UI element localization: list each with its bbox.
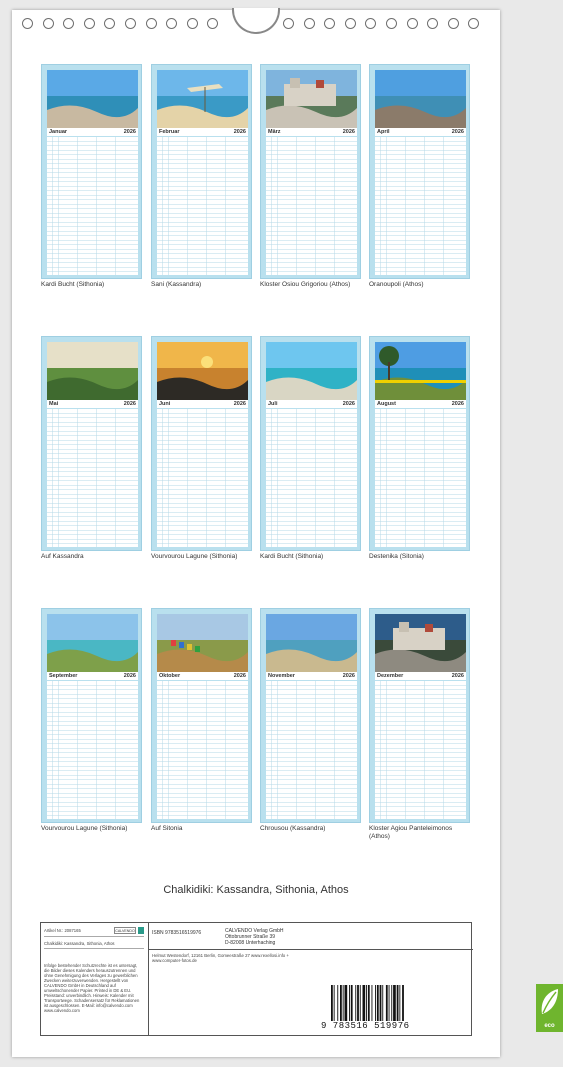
publisher-badge-icon	[138, 927, 144, 934]
month-header	[266, 672, 357, 680]
month-name: Oktober	[159, 673, 181, 679]
barcode-bar	[366, 985, 367, 1021]
month-year: 2026	[451, 129, 464, 135]
landscape-photo-icon	[157, 342, 248, 400]
month-panel	[151, 64, 252, 279]
binding-ring-icon	[345, 18, 356, 29]
binding-ring-icon	[22, 18, 33, 29]
month-year: 2026	[123, 401, 136, 407]
month-year: 2026	[342, 401, 355, 407]
month-photo	[47, 70, 138, 128]
month-header	[47, 400, 138, 408]
author-info: Helmut Westendorf, 12161 Berlin, Gomeestraße 27 www.rexellosi.info + www.computer-fotos.de	[152, 953, 289, 964]
month-panel	[260, 608, 361, 823]
leaf-icon	[536, 984, 563, 1020]
landscape-photo-icon	[375, 614, 466, 672]
barcode-bar	[337, 985, 338, 1021]
landscape-photo-icon	[375, 70, 466, 128]
landscape-photo-icon	[157, 614, 248, 672]
month-year: 2026	[342, 673, 355, 679]
photo-caption: Vourvourou Lagune (Sithonia)	[151, 553, 238, 560]
month-photo	[47, 342, 138, 400]
day-grid	[266, 681, 357, 819]
calendar-title: Chalkidiki: Kassandra, Sithonia, Athos	[163, 884, 349, 896]
photo-caption: Sani (Kassandra)	[151, 281, 202, 288]
photo-caption: Auf Kassandra	[41, 553, 84, 560]
month-year: 2026	[233, 401, 246, 407]
day-grid	[47, 681, 138, 819]
month-header	[157, 672, 248, 680]
month-photo	[47, 614, 138, 672]
barcode-bar	[389, 985, 390, 1021]
binding-ring-icon	[448, 18, 459, 29]
month-photo	[157, 614, 248, 672]
day-grid	[266, 409, 357, 547]
month-header	[266, 128, 357, 136]
barcode-bar	[349, 985, 350, 1021]
photo-caption: Kloster Agiou Panteleimonos (Athos)	[369, 825, 453, 840]
barcode-bar	[345, 985, 348, 1021]
month-photo	[266, 70, 357, 128]
barcode	[321, 985, 425, 1031]
month-panel	[369, 336, 470, 551]
landscape-photo-icon	[157, 70, 248, 128]
month-name: November	[268, 673, 295, 679]
binding-ring-icon	[146, 18, 157, 29]
binding-ring-icon	[407, 18, 418, 29]
barcode-bar	[391, 985, 392, 1021]
day-grid	[266, 137, 357, 275]
month-year: 2026	[123, 673, 136, 679]
binding-ring-icon	[386, 18, 397, 29]
eco-label: eco	[544, 1023, 555, 1029]
month-photo	[157, 70, 248, 128]
day-grid	[157, 137, 248, 275]
month-name: September	[49, 673, 78, 679]
binding-ring-icon	[125, 18, 136, 29]
month-name: Januar	[49, 129, 68, 135]
binding-ring-icon	[187, 18, 198, 29]
month-name: Juli	[268, 401, 278, 407]
landscape-photo-icon	[47, 614, 138, 672]
barcode-bar	[382, 985, 383, 1021]
binding-ring-icon	[304, 18, 315, 29]
footer-divider	[149, 949, 473, 950]
day-grid	[375, 137, 466, 275]
barcode-bar	[363, 985, 366, 1021]
barcode-bar	[402, 985, 404, 1021]
day-grid	[375, 409, 466, 547]
landscape-photo-icon	[47, 70, 138, 128]
month-panel	[41, 336, 142, 551]
month-photo	[157, 342, 248, 400]
barcode-bar	[334, 985, 335, 1021]
month-year: 2026	[233, 129, 246, 135]
month-photo	[375, 614, 466, 672]
article-row	[44, 927, 144, 937]
month-header	[157, 400, 248, 408]
month-year: 2026	[451, 673, 464, 679]
barcode-bar	[360, 985, 361, 1021]
month-year: 2026	[233, 673, 246, 679]
month-name: April	[377, 129, 390, 135]
day-grid	[47, 409, 138, 547]
barcode-number: 9 783516 519976	[321, 1021, 410, 1031]
month-name: Dezember	[377, 673, 404, 679]
month-panel	[260, 336, 361, 551]
article-number: Artikel Nr.: 2087165	[44, 928, 81, 933]
month-panel	[151, 608, 252, 823]
month-name: August	[377, 401, 396, 407]
binding-ring-icon	[43, 18, 54, 29]
photo-caption: Kardi Bucht (Sithonia)	[260, 553, 324, 560]
month-name: März	[268, 129, 281, 135]
photo-caption: Oranoupoli (Athos)	[369, 281, 424, 288]
photo-caption: Auf Sitonia	[151, 825, 183, 832]
isbn: ISBN 9783516519976	[152, 930, 202, 936]
landscape-photo-icon	[266, 614, 357, 672]
month-header	[375, 128, 466, 136]
month-header	[47, 128, 138, 136]
month-panel	[41, 64, 142, 279]
day-grid	[47, 137, 138, 275]
landscape-photo-icon	[266, 342, 357, 400]
month-panel	[369, 64, 470, 279]
photo-caption: Kloster Osiou Grigoriou (Athos)	[260, 281, 351, 288]
barcode-bar	[343, 985, 344, 1021]
month-panel	[369, 608, 470, 823]
month-year: 2026	[123, 129, 136, 135]
month-name: Februar	[159, 129, 180, 135]
barcode-bar	[331, 985, 333, 1021]
barcode-bar	[386, 985, 388, 1021]
month-header	[375, 400, 466, 408]
month-photo	[266, 342, 357, 400]
barcode-bar	[380, 985, 382, 1021]
legal-text: Infolge bestehender Schutzrechte ist es untersagt, die Bilder dieses Kalenders herauszutrennen und ohne Genehmigung des Verlages zu gewerblichen Zwecken weiterzuverwenden. Hergestellt von CALVENDO GmbH in Deutschland auf umweltschonender Papier. Printed in DE & EU. Preisstand: unverbindlich. Hinweis: Kalender mit Transportwege. Schadensersatz für Reklamationen ist ausgeschlossen. E-Mail: info@calvendo.com www.calvendo.com	[44, 963, 140, 1013]
barcode-bar	[372, 985, 373, 1021]
imprint-right-column	[149, 923, 555, 1035]
day-grid	[157, 409, 248, 547]
barcode-bar	[357, 985, 359, 1021]
eco-badge	[536, 984, 563, 1032]
month-header	[157, 128, 248, 136]
binding-ring-icon	[283, 18, 294, 29]
publisher-address: CALVENDO Verlag GmbH Ottobrunner Straße 39 D-82008 Unterhaching	[225, 928, 284, 946]
photo-caption: Chrousou (Kassandra)	[260, 825, 326, 832]
imprint-footer	[40, 922, 555, 1036]
month-year: 2026	[342, 129, 355, 135]
month-photo	[375, 70, 466, 128]
day-grid	[375, 681, 466, 819]
barcode-bars	[331, 985, 425, 1021]
landscape-photo-icon	[375, 342, 466, 400]
barcode-bar	[375, 985, 376, 1021]
photo-caption: Destenika (Sitonia)	[369, 553, 424, 560]
landscape-photo-icon	[47, 342, 138, 400]
photo-caption: Kardi Bucht (Sithonia)	[41, 281, 105, 288]
barcode-bar	[397, 985, 399, 1021]
month-year: 2026	[451, 401, 464, 407]
month-panel	[260, 64, 361, 279]
month-panel	[41, 608, 142, 823]
short-title: Chalkidiki: Kassandra, Sithonia, Athos	[44, 941, 144, 949]
month-name: Juni	[159, 401, 171, 407]
barcode-bar	[377, 985, 379, 1021]
day-grid	[157, 681, 248, 819]
month-photo	[266, 614, 357, 672]
barcode-bar	[351, 985, 353, 1021]
publisher-logo: CALVENDO	[115, 929, 135, 933]
barcode-bar	[368, 985, 370, 1021]
barcode-bar	[393, 985, 396, 1021]
barcode-bar	[399, 985, 400, 1021]
month-header	[375, 672, 466, 680]
month-header	[266, 400, 357, 408]
month-photo	[375, 342, 466, 400]
photo-caption: Vourvourou Lagune (Sithonia)	[41, 825, 128, 832]
binding-ring-icon	[84, 18, 95, 29]
month-panel	[151, 336, 252, 551]
imprint-left-column	[41, 923, 149, 1035]
landscape-photo-icon	[266, 70, 357, 128]
barcode-bar	[340, 985, 342, 1021]
barcode-bar	[355, 985, 356, 1021]
month-name: Mai	[49, 401, 59, 407]
month-header	[47, 672, 138, 680]
